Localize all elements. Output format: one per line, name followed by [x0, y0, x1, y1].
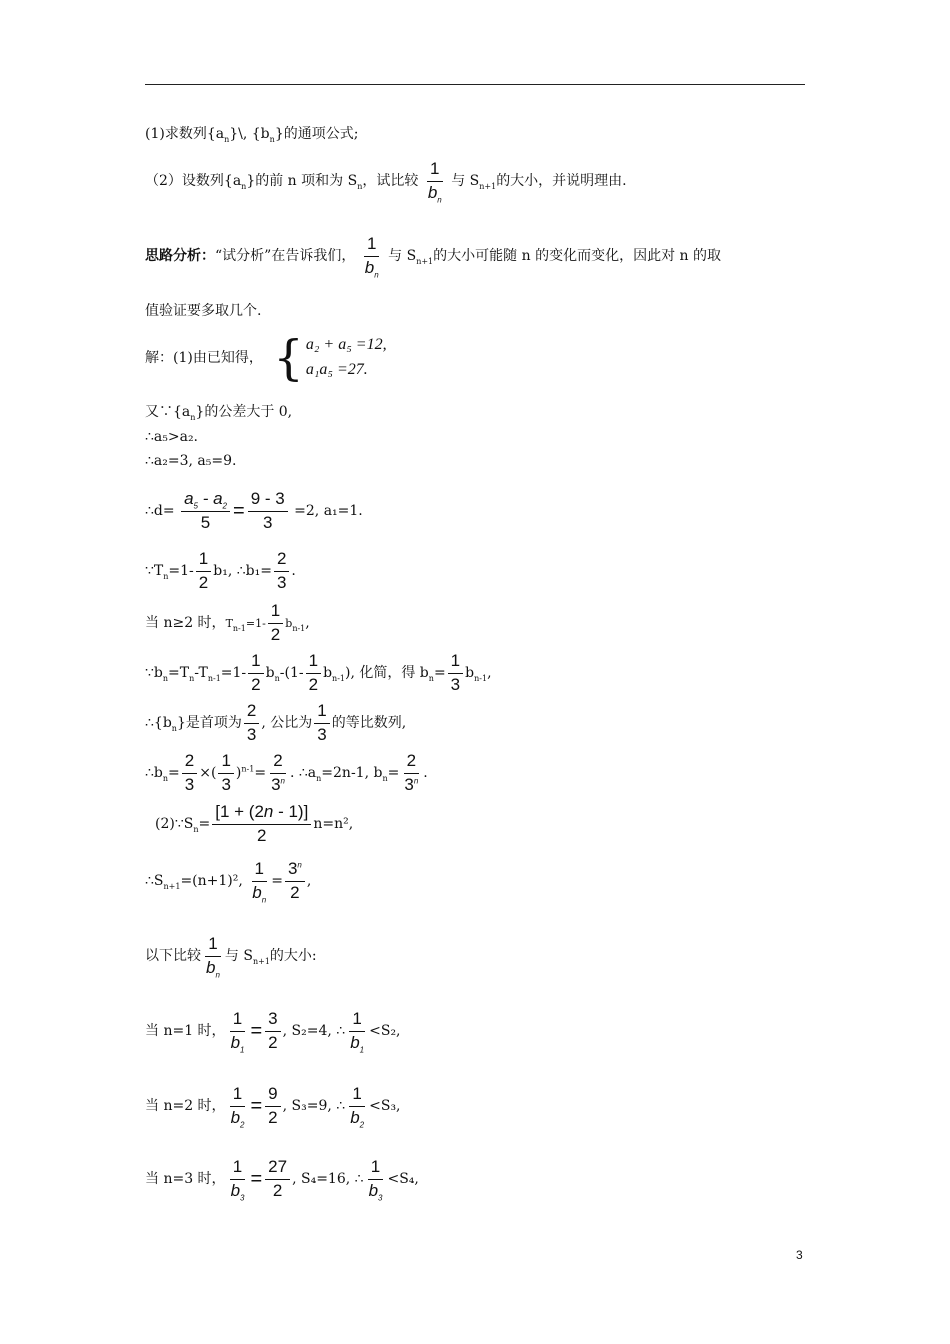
line-geometric: $\therefore\{b_n\}$是首项为 $\frac{2}{3}$ , 公比为 $\frac{1}{3}$ 的等比数列,	[145, 701, 407, 744]
line-sn1: $\therefore S_{n+1}=(n+1)^2$, $\frac{1}{b_n}$ = $\frac{3^n}{2}$ ,	[145, 859, 312, 905]
question-1: (1)求数列$\{a_n\}\backslash$, $\{b_n\}$的通项公式;	[145, 126, 359, 144]
line-a2-a5: ∴a₂=3, a₅=9.	[145, 453, 237, 469]
fraction-1-over-bn: $\frac{1}{b_n}$	[364, 234, 379, 280]
line-common-difference: 又$\because\{a_n\}$的公差大于 0,	[145, 404, 293, 422]
equation-system: { a₂ + a₅ =12, a₁a₅ =27.	[273, 329, 387, 386]
header-rule	[145, 84, 805, 85]
line-bn-recurrence: $\because b_n=T_n-T_{n-1}=1-$ $\frac{1}{2}$ $b_n-(1-$ $\frac{1}{2}$ $b_{n-1}$), 化简，得 $b_n=$ $\frac{1}{3}$ $b_{n-1}$,	[145, 651, 492, 694]
analysis-line: 思路分析：“试分析”在告诉我们， $\frac{1}{b_n}$ 与 $S_{n+1}$的大小可能随 n 的变化而变化，因此对 n 的取	[145, 234, 721, 280]
line-n-ge-2: 当 n≥2 时，$T_{n-1}=1-$ $\frac{1}{2}$ $b_{n-1}$,	[145, 601, 310, 644]
page-number: 3	[796, 1248, 803, 1262]
line-a5-gt-a2: ∴a₅>a₂.	[145, 429, 199, 445]
line-compare: 以下比较 $\frac{1}{b_n}$ 与 $S_{n+1}$的大小:	[145, 934, 317, 980]
line-d: ∴d= $\frac{a_5 - a_2}{5}$ = $\frac{9 - 3}{3}$ =2, a₁=1.	[145, 489, 363, 532]
case-n-2: 当 n=2 时， $\frac{1}{b_2}$ = $\frac{9}{2}$ , S₃=9, ∴ $\frac{1}{b_2}$ <S₃,	[145, 1084, 401, 1130]
line-bn-formula: $\therefore b_n=$ $\frac{2}{3}$ ×( $\frac{1}{3}$ )$^{n-1}$= $\frac{2}{3^n}$ . $\therefore a_n=2n-1$, $b_n=$ $\frac{2}{3^n}$ .	[145, 751, 428, 794]
analysis-line-2: 值验证要多取几个.	[145, 303, 262, 319]
case-n-1: 当 n=1 时， $\frac{1}{b_1}$ = $\frac{3}{2}$ , S₂=4, ∴ $\frac{1}{b_1}$ <S₂,	[145, 1009, 401, 1055]
line-sn: $(2)\because S_n=$ $\frac{[1 + (2n - 1)]}{2}$ n=n²,	[155, 802, 354, 845]
case-n-3: 当 n=3 时， $\frac{1}{b_3}$ = $\frac{27}{2}$ , S₄=16, ∴ $\frac{1}{b_3}$ <S₄,	[145, 1157, 419, 1203]
question-2: （2）设数列$\{a_n\}$的前 n 项和为 $S_n$，试比较 $\frac{1}{b_n}$ 与 $S_{n+1}$的大小，并说明理由.	[145, 159, 627, 205]
line-t1: $\because T_n=1-$ $\frac{1}{2}$ b₁, ∴b₁= $\frac{2}{3}$ .	[145, 549, 296, 592]
solution-start: 解：(1)由已知得， { a₂ + a₅ =12, a₁a₅ =27.	[145, 329, 387, 386]
fraction-1-over-bn: $\frac{1}{b_n}$	[427, 159, 442, 205]
